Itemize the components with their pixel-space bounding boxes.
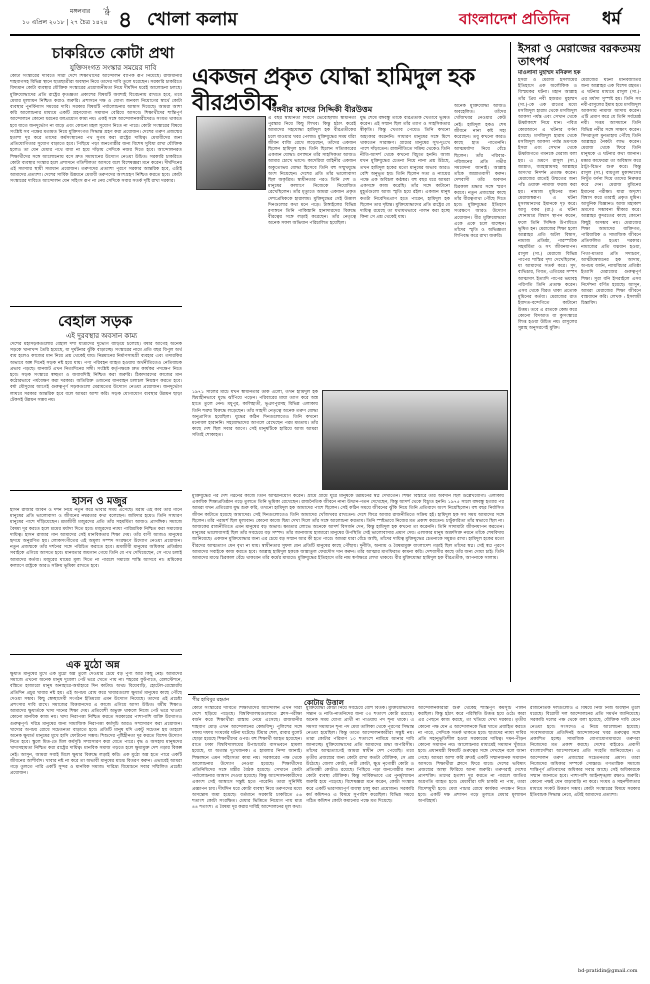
divider <box>10 306 182 307</box>
main-article-col-4: ১৯৭১ সালের মার্চে যখন স্বাধীনতার ডাক এলো, তখন হামিদুল হক দ্বিধাহীনভাবে যুদ্ধে ঝাঁপিয়ে পড়েন। পরিবারের মায়া ত্যাগ করে অস্ত্র হাতে তুলে নেন। মধুপুর, কালিহাতী, ভূঞাপুরসহ বিভিন্ন এলাকায় তিনি শত্রুর বিরুদ্ধে লড়েছেন। তাঁর সাহসী নেতৃত্বে অনেক তরুণ যোদ্ধা অনুপ্রাণিত হয়েছিল। যুদ্ধের কঠিন দিনগুলোতেও তিনি কখনো মনোবল হারাননি। সহযোদ্ধাদের আগলে রেখেছেন পরম মমতায়। তাঁর কাছে দেশ ছিল সবার আগে। সেই মানুষটিকে হারিয়ে আজ আমরা সত্যিই শোকাহত। <box>192 390 318 439</box>
main-article-col-1: এ বছর স্বাধীনতা দিবসে ভেবেছিলাম স্বাধীনতা পুরস্কার নিয়ে কিছু লিখব। কিন্তু হঠাৎ করেই আমাদের সহযোদ্ধা হামিদুল হক বীরপ্রতীকের চলে যাওয়ার খবর পেলাম। মুক্তিযুদ্ধের সময় যাঁরা জীবন বাজি রেখে লড়েছেন, তাঁদের একজন ছিলেন হামিদুল হক। তিনি ছিলেন সত্যিকারের একজন যোদ্ধা। রণাঙ্গনে তাঁর সাহসিকতা আজও আমার চোখে ভাসে। কাদেরিয়া বাহিনীর একজন অকুতোভয় যোদ্ধা হিসেবে তিনি বহু সম্মুখযুদ্ধে অংশ নিয়েছেন। দেশের প্রতি তাঁর ভালোবাসা ছিল অকৃত্রিম। স্বাধীনতার পরও তিনি দেশ ও মানুষের কল্যাণে নিজেকে নিয়োজিত রেখেছিলেন। তাঁর মৃত্যুতে আমরা একজন প্রকৃত দেশপ্রেমিককে হারালাম। মুক্তিযুদ্ধের সেই উত্তাল দিনগুলোর কথা মনে পড়ে। টাঙ্গাইলের বিভিন্ন রণাঙ্গনে তিনি পাকিস্তানি হানাদারদের বিরুদ্ধে বীরত্বের সঙ্গে লড়াই করেছেন। তাঁর নেতৃত্বে অনেক সফল অভিযান পরিচালিত হয়েছিল। <box>268 116 356 227</box>
main-article-col-2: যুদ্ধ শেষে বঙ্গবন্ধু তাঁকে বীরপ্রতীক খেতাবে ভূষিত করেন। এই সম্মান ছিল তাঁর ত্যাগ ও সাহসিকতার স্বীকৃতি। কিন্তু খেতাব পেয়েও তিনি কখনো অহংকার করেননি। সাধারণ মানুষের সঙ্গে মিশে থাকতেন সারাক্ষণ। গ্রামের মানুষের সুখ-দুঃখে পাশে দাঁড়াতেন। রাজনীতিতে সক্রিয় থেকেও তিনি নীতি-আদর্শ থেকে কখনো বিচ্যুত হননি। আজ যখন মুক্তিযুদ্ধের চেতনা নিয়ে নানা প্রশ্ন উঠছে, তখন হামিদুল হকের মতো মানুষের অভাব আরও বেশি অনুভূত হয়। তিনি ছিলেন সত্য ও ন্যায়ের পক্ষে এক অবিচল কণ্ঠস্বর। বহু বছর ধরে আমরা একসঙ্গে কাজ করেছি। তাঁর সঙ্গে কাটানো মুহূর্তগুলো আজ স্মৃতি হয়ে রইল। একজন মানুষ কতটা নিবেদিতপ্রাণ হতে পারেন, হামিদুল হক ছিলেন তার দৃষ্টান্ত। মুক্তিযোদ্ধাদের প্রতি রাষ্ট্রের যে দায়িত্ব রয়েছে তা যথাযথভাবে পালন করা হচ্ছে কিনা সে প্রশ্ন থেকেই যায়। <box>360 116 450 221</box>
main-article-col-3: অনেক মুক্তিযোদ্ধা আজও অবহেলিত। তাঁদের খোঁজখবর নেওয়ার কেউ নেই। হামিদুল হকও শেষ জীবনে নানা কষ্ট সহ্য করেছেন। তবু কখনো কারও কাছে হাত পাতেননি। আত্মমর্যাদা নিয়ে বেঁচে ছিলেন। তাঁর পরিবার-পরিজনের প্রতি গভীর সমবেদনা জানাই। আল্লাহ তাঁকে জান্নাতবাসী করুন। দেশবাসী তাঁর অবদান চিরকাল শ্রদ্ধার সঙ্গে স্মরণ করবে। নতুন প্রজন্মের কাছে তাঁর বীরত্বগাথা পৌঁছে দিতে হবে। মুক্তিযুদ্ধের ইতিহাস সংরক্ষণে আরও উদ্যোগ প্রয়োজন। বীর মুক্তিযোদ্ধারা একে একে চলে যাচ্ছেন। তাঁদের স্মৃতি ও অভিজ্ঞতা লিপিবদ্ধ করে রাখা জরুরি। <box>454 104 506 240</box>
road-editorial-subtitle: এই দুরবস্থার অবসান কাম্য <box>66 332 138 340</box>
ekmutho-column-body: ক্ষুধার্ত মানুষের মুখে এক মুঠো অন্ন তুলে দেওয়ার চেয়ে বড় পুণ্য আর কিছু নেই। আমাদের সমাজে এখনো অনেক মানুষ দুবেলা পেট ভরে খেতে পায় না। শহরের ফুটপাতে, রেলস্টেশনে, বস্তিতে হাজারো মানুষ অনাহারে-অর্ধাহারে দিন কাটায়। অথচ বিয়েবাড়ি, হোটেল-রেস্তোরাঁয় প্রতিদিন প্রচুর খাবার নষ্ট হয়। এই অপচয় রোধ করে খাবারগুলো ক্ষুধার্ত মানুষের কাছে পৌঁছে দেওয়া সম্ভব। কিছু স্বেচ্ছাসেবী সংগঠন ইতিমধ্যে এমন উদ্যোগ নিয়েছে। তাদের এই প্রচেষ্টা প্রশংসার দাবি রাখে। সমাজের বিত্তবানদের এ কাজে এগিয়ে আসা উচিত। ধর্মীয় শিক্ষাও আমাদের ক্ষুধার্তকে খাদ্য দানের শিক্ষা দেয়। প্রতিবেশী অভুক্ত থাকলে নিজে পেট ভরে খাওয়া কোনো মানবিক কাজ নয়। খাদ্য নিরাপত্তা নিশ্চিত করতে সরকারের পাশাপাশি ব্যক্তি উদ্যোগও গুরুত্বপূর্ণ। দরিদ্র মানুষের জন্য সামাজিক নিরাপত্তা কর্মসূচি আরও সম্প্রসারণ করা প্রয়োজন। খাদ্যের অপচয় রোধে সচেতনতা বাড়াতে হবে। প্রতিটি মানুষ যদি একটু সচেতন হয় তাহলে অনেক ক্ষুধার্ত মানুষের মুখে হাসি ফোটানো সম্ভব। শিশুদের পুষ্টিহীনতা দূর করতে বিশেষ উদ্যোগ নিতে হবে। স্কুলে মিড-ডে মিল কর্মসূচি সম্প্রসারণ করা যেতে পারে। বৃদ্ধ ও অসহায় মানুষদের খাদ্যসহায়তা নিশ্চিত করা রাষ্ট্রের দায়িত্ব। মানবিক সমাজ গড়তে হলে ক্ষুধামুক্ত দেশ গড়ার বিকল্প নেই। আসুন, আমরা সবাই মিলে ক্ষুধার বিরুদ্ধে লড়াই করি। এক মুঠো অন্ন হতে পারে একটি জীবনের আশীর্বাদ। খাবার নষ্ট না করে তা অভাবী মানুষের মাঝে বিতরণ করুন। এভাবেই আমরা গড়ে তুলতে পারি একটি সুন্দর ও মানবিক সমাজ। দারিদ্র্য বিমোচনে সবার সম্মিলিত প্রচেষ্টা প্রয়োজন। <box>10 672 182 777</box>
religion-article-title: ইসরা ও মেরাজের বরকতময় তাৎপর্য <box>518 42 641 68</box>
page-number: ৪ <box>118 7 133 33</box>
header-rule <box>10 34 640 36</box>
divider <box>10 490 182 491</box>
quota-editorial-subtitle: যুক্তিসংগত সংস্কার সময়ের দাবি <box>70 64 157 72</box>
divider <box>188 694 640 695</box>
road-editorial-body: দেশের মহাসড়কগুলোর বেহাল দশা যাত্রীদের দুর্ভোগ বাড়িয়ে চলেছে। বর্ষার আগেই অনেক সড়কে খানাখন্দ তৈরি হয়েছে, যা দুর্ঘটনার ঝুঁকি বাড়াচ্ছে। সংস্কারের নামে প্রতি বছর বিপুল অর্থ ব্যয় হলেও কাজের মান নিয়ে প্রশ্ন থেকেই যায়। নিম্নমানের নির্মাণসামগ্রী ব্যবহার এবং তদারকির অভাবে অল্প দিনেই সড়ক নষ্ট হয়ে যায়। পণ্য পরিবহন ব্যাহত হওয়ায় অর্থনীতিতেও নেতিবাচক প্রভাব পড়ছে। যানজট এখন নিত্যদিনের সঙ্গী। সংশ্লিষ্ট কর্তৃপক্ষকে দ্রুত কার্যকর পদক্ষেপ নিতে হবে। সড়ক সংস্কারে স্বচ্ছতা ও জবাবদিহি নিশ্চিত করা জরুরি। ঠিকাদারদের কাজের মান কঠোরভাবে পর্যবেক্ষণ করা দরকার। অতিরিক্ত ওজনের যানবাহন চলাচল নিয়ন্ত্রণ করতে হবে। বর্ষা মৌসুমের আগেই গুরুত্বপূর্ণ সড়কগুলো মেরামতের উদ্যোগ নেওয়া প্রয়োজন। জনদুর্ভোগ লাঘবে সরকার আন্তরিক হবে বলে আমরা আশা করি। সড়ক যোগাযোগ ব্যবস্থার উন্নয়ন ছাড়া টেকসই উন্নয়ন সম্ভব নয়। <box>10 342 182 403</box>
divider <box>10 654 182 655</box>
divider <box>510 42 511 682</box>
hasan-column-title: হাসন ও মজুর <box>72 496 128 507</box>
quota-box-byline: পীর হাবিবুর রহমান <box>192 697 230 703</box>
headline: একজন প্রকৃত যোদ্ধা হামিদুল হক বীরপ্রতীক <box>192 64 475 116</box>
quota-editorial-body: কোটা সংস্কারের দাবিতে সারা দেশে শিক্ষার্থীদের আন্দোলন ব্যাপক রূপ নিয়েছে। রাজধানীর শাহবাগসহ বিভিন্ন স্থানে ছাত্রছাত্রীরা অবস্থান নিয়ে তাদের দাবি তুলে ধরেছেন। সরকারি চাকরিতে বিদ্যমান কোটা ব্যবস্থার যৌক্তিক সংস্কারের প্রয়োজনীয়তা নিয়ে দীর্ঘদিন ধরেই আলোচনা চলছে। মুক্তিযোদ্ধাদের প্রতি রাষ্ট্রের কৃতজ্ঞতা প্রকাশের বিষয়টি অবশ্যই বিবেচনায় রাখতে হবে, তবে মেধার মূল্যায়ন নিশ্চিত করাও জরুরি। প্রশাসনে দক্ষ ও যোগ্য জনবল নিয়োগের স্বার্থে কোটা ব্যবস্থার পুনর্বিন্যাস সময়ের দাবি। সরকার বিষয়টি পর্যালোচনার আশ্বাস দিয়েছে। আমরা আশা করি আলোচনার মাধ্যমে একটি গ্রহণযোগ্য সমাধান বেরিয়ে আসবে। শিক্ষার্থীদের শান্তিপূর্ণ আন্দোলনে কোনো ধরনের বলপ্রয়োগ কাম্য নয়। একই সঙ্গে আন্দোলনকারীদেরও সংযত থাকতে হবে যাতে জনদুর্ভোগ না বাড়ে এবং কোনো মহল সুযোগ নিতে না পারে। কোটা সংস্কারের বিষয়ে সংশ্লিষ্ট সব পক্ষের মতামত নিয়ে যুক্তিসংগত সিদ্ধান্ত গ্রহণ করা প্রয়োজন। দেশের তরুণ প্রজন্মের হতাশা দূর করে তাদের কর্মসংস্থানের পথ সুগম করা রাষ্ট্রের দায়িত্ব। মেধাবীদের জন্য প্রতিযোগিতার সুযোগ বাড়াতে হবে। পিছিয়ে পড়া জনগোষ্ঠীর জন্য বিশেষ সুবিধা রাখা যৌক্তিক হলেও তা যেন মেধার পথে বাধা না হয়ে দাঁড়ায় সেদিকে নজর দিতে হবে। আন্দোলনরত শিক্ষার্থীদের সঙ্গে আলোচনায় বসে দ্রুত সমাধানের উদ্যোগ নেওয়া উচিত। সরকারি চাকরিতে কোটা ব্যবস্থার সংস্কার হলে প্রশাসনে গতিশীলতা আসবে বলে বিশেষজ্ঞরা মনে করেন। দীর্ঘদিনের এই সমস্যার স্থায়ী সমাধান প্রয়োজন। তরুণদের প্রত্যাশা পূরণে সরকার আন্তরিক হবে, এটাই আমাদের প্রত্যাশা। দেশের সার্বিক উন্নয়নে মেধাবী তরুণদের অংশগ্রহণ নিশ্চিত করতে হবে। কোটা সংস্কারের দাবিতে আন্দোলন যেন সহিংস রূপ না নেয় সেদিকে সবার সতর্ক দৃষ্টি রাখা দরকার। <box>10 74 182 185</box>
contact-email[interactable]: bd-pratidin@gmail.com <box>578 968 638 974</box>
quota-box-title: কোটায় উত্তাল <box>304 698 344 707</box>
quota-box-col-3: আন্দোলনকারীরা শুরু থেকেই শান্তিপূর্ণ কর্মসূচি পালন করছিল। কিন্তু হঠাৎ করে পরিস্থিতি উত্তপ্ত হয়ে ওঠে। কারা এর পেছনে কাজ করছে, তা খতিয়ে দেখা দরকার। তৃতীয় কোনো পক্ষ যেন এ আন্দোলনকে ভিন্ন খাতে প্রবাহিত করতে না পারে, সেদিকে সতর্ক থাকতে হবে। ছাত্রদের ন্যায্য দাবির প্রতি সহানুভূতিশীল হওয়া সরকারের দায়িত্ব। দমন-পীড়ন কোনো সমাধান নয়। আলোচনার মাধ্যমেই সমাধান খুঁজতে হবে। প্রধানমন্ত্রী বিষয়টি গুরুত্বের সঙ্গে দেখছেন বলে জানা গেছে। আমরা আশা করি দ্রুতই একটি সম্মানজনক সমাধান আসবে। শিক্ষার্থীরা ক্লাসে ফিরে যাবে। দেশের ভবিষ্যৎ প্রজন্মের আস্থা ফিরিয়ে আনা জরুরি। তরুণরাই দেশের প্রাণশক্তি। তাদের হতাশা দূর করতে না পারলে জাতির অগ্রগতি ব্যাহত হবে। মেধাবীরা যদি চাকরি না পায়, তারা বিদেশমুখী হবে। মেধা পাচার রোধে কার্যকর পদক্ষেপ নিতে হবে। একটি দক্ষ প্রশাসন গড়ে তুলতে মেধার মূল্যায়ন অপরিহার্য। <box>418 706 526 805</box>
byline: বঙ্গবীর কাদের সিদ্দিকী বীরউত্তম <box>272 104 373 114</box>
brand-logo: বাংলাদেশ প্রতিদিন <box>459 10 570 28</box>
religion-article-byline: মাওলানা মুহাম্মদ মনিরুল হক <box>518 70 581 76</box>
quota-box-col-1: কোটা সংস্কারের দাবিতে শিক্ষার্থীদের আন্দোলন এখন সারা দেশে ছড়িয়ে পড়েছে। বিশ্ববিদ্যালয়গুলোতে ক্লাস-পরীক্ষা বর্জন করে শিক্ষার্থীরা রাস্তায় নেমে এসেছে। রাজধানীর শাহবাগ মোড় এখন আন্দোলনের কেন্দ্রবিন্দু। পুলিশের সঙ্গে দফায় দফায় সংঘর্ষের ঘটনা ঘটেছে। টিয়ার শেল, রাবার বুলেট ছোড়া হয়েছে শিক্ষার্থীদের ওপর। বহু শিক্ষার্থী আহত হয়েছেন। রাতে ঢাকা বিশ্ববিদ্যালয়ের উপাচার্যের বাসভবনে হামলা হয়েছে, যা অত্যন্ত দুঃখজনক। এ হামলার নিন্দা জানাই। শিক্ষাঙ্গনে এমন সহিংসতা কাম্য নয়। সরকারের পক্ষ থেকে আলোচনার উদ্যোগ নেওয়া হয়েছে। শিক্ষার্থীদের প্রতিনিধিদের সঙ্গে মন্ত্রীর বৈঠক হয়েছে। সেখানে কোটা পর্যালোচনার আশ্বাস দেওয়া হয়েছে। কিন্তু আন্দোলনকারীদের একাংশ সেই আশ্বাসে সন্তুষ্ট হতে পারেনি। তারা সুনির্দিষ্ট প্রজ্ঞাপন চায়। দীর্ঘদিন ধরে কোটা ব্যবস্থা নিয়ে তরুণদের মধ্যে অসন্তোষ জমা হয়েছে। বর্তমানে সরকারি চাকরিতে ৫৬ শতাংশ কোটা সংরক্ষিত। মেধার ভিত্তিতে নিয়োগ পায় মাত্র ৪৪ শতাংশ। এ বৈষম্য দূর করার দাবিই আন্দোলনের মূল কথা। <box>192 706 302 811</box>
religion-article-col-2: মেরাজের ঘটনা মানবজাতির জন্য আল্লাহর এক বিশেষ রহমত। এ ঘটনার মাধ্যমে রাসুল (সা.)-এর মর্যাদা সুস্পষ্ট হয়। তিনি সব নবী-রাসুলের ইমাম হয়ে মসজিদুল আকসায় নামাজ আদায় করেন। এটি প্রমাণ করে যে তিনি সর্বশ্রেষ্ঠ নবী। সপ্তম আসমানে তিনি বিভিন্ন নবীর সঙ্গে সাক্ষাৎ করেন। সিদরাতুল মুনতাহায় পৌঁছে তিনি আল্লাহর নৈকট্য লাভ করেন। মেরাজ থেকে ফিরে তিনি মানুষকে এ ঘটনার কথা জানান। মক্কার কাফেররা তা অবিশ্বাস করে ঠাট্টা-বিদ্রূপ শুরু করে। কিন্তু রাসুল (সা.) বায়তুল মুকাদ্দাসের নিখুঁত বর্ণনা দিয়ে তাদের নিরুত্তর করে দেন। মেরাজ মুমিনের ইমানের পরীক্ষা। যারা অদৃশ্যে বিশ্বাস করে তারাই প্রকৃত মুমিন। আধুনিক বিজ্ঞানও আজ মহাকাশ ভ্রমণের সম্ভাবনা স্বীকার করে। আল্লাহর কুদরতের কাছে কোনো কিছুই অসম্ভব নয়। মেরাজের শিক্ষা আমাদের ব্যক্তিগত, পারিবারিক ও সামাজিক জীবনে প্রতিফলিত হওয়া দরকার। নামাজের প্রতি যত্নবান হওয়া, পিতা-মাতার প্রতি সদাচরণ, আত্মীয়স্বজনের হক আদায়, অপচয় বর্জন, ন্যায়বিচার প্রতিষ্ঠা ইত্যাদি মেরাজের গুরুত্বপূর্ণ শিক্ষা। সুরা বনি ইসরাইলে এসব নির্দেশনা বর্ণিত হয়েছে। আসুন, আমরা মেরাজের শিক্ষা জীবনে বাস্তবায়ন করি। লেখক : ইসলামী চিন্তাবিদ। <box>581 78 641 307</box>
quota-box-col-4: রাজনৈতিক দলগুলোও এ বিষয়ে নিজ নিজ অবস্থান তুলে ধরেছে। বিরোধী দল আন্দোলনের প্রতি সমর্থন জানিয়েছে। সরকারি দলের পক্ষ থেকে বলা হয়েছে, যৌক্তিক দাবি মেনে নেওয়া হবে। সংসদেও এ নিয়ে আলোচনা হয়েছে। সংবাদমাধ্যমে প্রতিদিনই আন্দোলনের খবর গুরুত্বের সঙ্গে প্রকাশিত হচ্ছে। সামাজিক যোগাযোগমাধ্যমে তরুণরা নিজেদের মত প্রকাশ করছে। দেশের বাইরেও প্রবাসী বাংলাদেশিরা আন্দোলনের প্রতি সংহতি জানিয়েছেন। এ আন্দোলন তরুণ প্রজন্মের সচেতনতার প্রমাণ। তারা নিজেদের অধিকার সম্পর্কে সোচ্চার। গণতান্ত্রিক সমাজে শান্তিপূর্ণ প্রতিবাদের অধিকার সবার আছে। সেই অধিকারকে সম্মান জানাতে হবে। পাশাপাশি আইনশৃঙ্খলা রক্ষাও জরুরি। কোনো পক্ষই যেন বাড়াবাড়ি না করে। সংযম ও সহনশীলতার মাধ্যমে সংকট উত্তরণ সম্ভব। কোটা সংস্কারের বিষয়ে সরকার ইতিবাচক সিদ্ধান্ত নেবে, এটাই আমাদের প্রত্যাশা। <box>530 706 640 798</box>
page-label: পৃষ্ঠা <box>103 6 110 16</box>
issue-date: ১০ এপ্রিল ২০১৮ | ২৭ চৈত্র ১৪২৪ <box>22 19 108 26</box>
religion-article-col-1: ইসরা ও মেরাজ ইসলামের ইতিহাসে এক অলৌকিক ও বিস্ময়কর ঘটনা। মহান আল্লাহ তাঁর প্রিয় নবী হজরত মুহাম্মদ (সা.)-কে এক রাতের মধ্যে মসজিদুল হারাম থেকে মসজিদুল আকসা পর্যন্ত এবং সেখান থেকে ঊর্ধ্বাকাশে নিয়ে যান। পবিত্র কোরআনে এ ঘটনার বর্ণনা রয়েছে। মসজিদুল হারাম থেকে মসজিদুল আকসা পর্যন্ত ভ্রমণকে ইসরা এবং সেখান থেকে ঊর্ধ্বজগতে গমনকে মেরাজ বলা হয়। এ ভ্রমণে রাসুল (সা.) জান্নাত, জাহান্নামসহ আল্লাহর অসংখ্য নিদর্শন প্রত্যক্ষ করেন। মেরাজের রাতেই উম্মতের জন্য পাঁচ ওয়াক্ত নামাজ ফরজ করা হয়। নামাজ মুমিনের জন্য মেরাজস্বরূপ। এ ঘটনা মুসলমানদের ইমানকে দৃঢ় করে। আবু বকর (রা.) এ ঘটনা শোনামাত্র বিশ্বাস স্থাপন করেন, ফলে তিনি সিদ্দিক উপাধিতে ভূষিত হন। মেরাজের শিক্ষা হলো আল্লাহর প্রতি অটল বিশ্বাস, নামাজ প্রতিষ্ঠা, পারস্পরিক সহমর্মিতা ও সৎ জীবনযাপন। রাসুল (সা.) মেরাজে বিভিন্ন পাপের শাস্তির দৃশ্য দেখেছিলেন, যা আমাদের সতর্ক করে। সুদ, ব্যভিচার, গিবত, এতিমের সম্পদ আত্মসাৎ ইত্যাদি পাপের ভয়াবহ পরিণতি তিনি প্রত্যক্ষ করেন। এসব থেকে বিরত থাকা প্রত্যেক মুমিনের কর্তব্য। মেরাজের রাত ইবাদত-বন্দেগিতে কাটানো উত্তম। তবে এ রাতকে কেন্দ্র করে কোনো বিদআত বা কুসংস্কারে লিপ্ত হওয়া উচিত নয়। রাসুলের সুন্নাহ অনুসরণেই মুক্তি। <box>518 78 577 332</box>
ekmutho-column-title: এক মুঠো অন্ন <box>66 660 120 671</box>
masthead <box>0 0 650 36</box>
author-photo <box>196 116 266 190</box>
group-photo <box>322 390 508 490</box>
quota-editorial-title: চাকরিতে কোটা প্রথা <box>52 44 174 62</box>
road-editorial-title: বেহাল সড়ক <box>58 312 133 330</box>
subsection-title: ধর্ম <box>602 9 621 29</box>
issue-day: মঙ্গলবার <box>70 8 91 15</box>
quota-box-col-2: মুক্তিযোদ্ধা কোটা নিয়ে সবচেয়ে বেশি বিতর্ক। মুক্তিযোদ্ধাদের সন্তান ও নাতি-নাতনিদের জন্য ৩০ শতাংশ কোটা রয়েছে। অনেক সময় যোগ্য প্রার্থী না পাওয়ায় পদ শূন্য থাকে। এ সমস্যা সমাধানে শূন্য পদ মেধা তালিকা থেকে পূরণের সিদ্ধান্ত নেওয়া হয়েছিল। কিন্তু তাতে আন্দোলনকারীরা সন্তুষ্ট নয়। তারা কোটার পরিমাণ ১০ শতাংশে নামিয়ে আনার দাবি জানাচ্ছে। মুক্তিযোদ্ধাদের প্রতি আমাদের শ্রদ্ধা অপরিসীম। তাঁদের আত্মত্যাগেই আমরা স্বাধীন দেশ পেয়েছি। তবে তৃতীয় প্রজন্মের জন্য কোটা রাখা কতটা যৌক্তিক, সে প্রশ্ন উঠেছে। জেলা কোটা, নারী কোটা, ক্ষুদ্র নৃগোষ্ঠী কোটা ও প্রতিবন্ধী কোটাও রয়েছে। পিছিয়ে পড়া জনগোষ্ঠীর জন্য কোটা ব্যবস্থা যৌক্তিক। কিন্তু সার্বিকভাবে এর পুনর্মূল্যায়ন জরুরি হয়ে পড়েছে। বিশেষজ্ঞরা মনে করেন, কোটা সংস্কার করে একটি ভারসাম্যপূর্ণ ব্যবস্থা চালু করা প্রয়োজন। সরকারি কর্ম কমিশনও এ বিষয়ে সুপারিশ করেছিল। বিভিন্ন সময়ে গঠিত কমিশন কোটা কমানোর পক্ষে মত দিয়েছে। <box>306 706 414 805</box>
section-title: খোলা কলাম <box>147 9 238 30</box>
main-article-col-5: মুক্তিযুদ্ধের পর দেশ গঠনের কাজে তিনি আত্মনিয়োগ করেন। গ্রামে গ্রামে ঘুরে মানুষকে উন্নয়নের স্বপ্ন দেখাতেন। শিক্ষা বিস্তারে তাঁর অবদান ছিল উল্লেখযোগ্য। এলাকায় একাধিক শিক্ষাপ্রতিষ্ঠান গড়ে তুলতে তিনি ভূমিকা রেখেছেন। রাজনৈতিক জীবনে নানা উত্থান-পতন দেখেছেন, কিন্তু আদর্শ থেকে বিচ্যুত হননি। ১৯৭৫ সালে বঙ্গবন্ধু হত্যার পর আমরা যখন প্রতিরোধ যুদ্ধ শুরু করি, তখনো হামিদুল হক আমাদের পাশে ছিলেন। সেই কঠিন সময়ে জীবনের ঝুঁকি নিয়ে তিনি প্রতিবাদে অংশ নিয়েছিলেন। বহু বছর নির্বাসিত জীবন কাটাতে হয়েছে আমাদের। সেই দিনগুলোতেও তিনি আমাদের খোঁজখবর রাখতেন। দেশে ফিরে আবার রাজনীতিতে সক্রিয় হই। হামিদুল হক সব সময় আমাদের সঙ্গে ছিলেন। তাঁর পরামর্শ ছিল মূল্যবান। কোনো কাজে দ্বিধা দেখা দিলে তাঁর সঙ্গে আলোচনা করতাম। তিনি স্পষ্টভাবে নিজের মত প্রকাশ করতেন। চাটুকারিতা তাঁর স্বভাবে ছিল না। আজকের রাজনীতিতে এমন মানুষের বড় অভাব। ক্ষমতার লোভে অনেকে আদর্শ বিসর্জন দেন, কিন্তু হামিদুল হক কখনো তা করেননি। তিনি সাদামাটা জীবনযাপন করতেন। মানুষের ভালোবাসাই ছিল তাঁর সবচেয়ে বড় সম্পদ। তাঁর জানাজায় হাজারো মানুষের উপস্থিতি সেই ভালোবাসার প্রমাণ দেয়। এলাকার মানুষ অশ্রুসিক্ত নয়নে তাঁকে শেষবিদায় জানিয়েছে। একজন মুক্তিযোদ্ধার জন্য এর চেয়ে বড় সম্মান আর কী হতে পারে। আমরা যারা বেঁচে আছি, তাঁদের দায়িত্ব মুক্তিযুদ্ধের চেতনাকে সমুন্নত রাখা। হামিদুল হকের মতো বীরদের আত্মত্যাগ যেন বৃথা না যায়। স্বাধীনতার সুফল যেন প্রতিটি মানুষের কাছে পৌঁছায়। দুর্নীতি, অন্যায় ও বৈষম্যমুক্ত বাংলাদেশ গড়াই ছিল তাঁদের স্বপ্ন। সেই স্বপ্ন পূরণে আমাদের সবাইকে কাজ করতে হবে। আল্লাহ হামিদুল হককে জান্নাতুল ফেরদৌস দান করুন। তাঁর আত্মার মাগফিরাত কামনা করি। দেশবাসীর কাছে তাঁর জন্য দোয়া চাই। তিনি আমাদের মাঝে চিরকাল বেঁচে থাকবেন তাঁর কর্মের মাধ্যমে। মুক্তিযুদ্ধের ইতিহাসে তাঁর নাম স্বর্ণাক্ষরে লেখা থাকবে। বীর মুক্তিযোদ্ধা হামিদুল হক বীরপ্রতীক, আপনাকে সালাম। <box>192 494 504 562</box>
hasan-column-body: হাসন রাজার জীবন ও দর্শন নিয়ে নতুন করে ভাবার সময় এসেছে। মরমি এই কবি তাঁর গানে মানুষের প্রতি ভালোবাসা ও জীবনের নশ্বরতার কথা বলেছেন। জমিদার হয়েও তিনি সাধারণ মানুষের পাশে দাঁড়িয়েছেন। শ্রমজীবী মজুরদের প্রতি তাঁর সহমর্মিতা আজও প্রাসঙ্গিক। সমাজে বৈষম্য দূর করতে হলে শ্রমের মর্যাদা দিতে হবে। মজুরদের ন্যায্য পারিশ্রমিক নিশ্চিত করা সমাজের দায়িত্ব। হাসন রাজার গান আমাদের সেই মানবিকতার শিক্ষা দেয়। তাঁর বাণী আজও মানুষের হৃদয়ে অনুরণিত হয়। লোকসংগীতের এই অমূল্য সম্পদ সংরক্ষণে উদ্যোগ নেওয়া প্রয়োজন। নতুন প্রজন্মকে তাঁর দর্শনের সঙ্গে পরিচিত করাতে হবে। শ্রমজীবী মানুষের অধিকার প্রতিষ্ঠায় সবাইকে এগিয়ে আসতে হবে। মানবতার জয়গান গেয়ে তিনি যে পথ দেখিয়েছেন, সে পথে চলাই আমাদের কর্তব্য। মজুরের ঘামের মূল্য দিতে না পারলে সমাজে শান্তি আসবে না। শ্রমিকের কল্যাণে রাষ্ট্রকে আরও সক্রিয় ভূমিকা রাখতে হবে। <box>10 508 182 569</box>
